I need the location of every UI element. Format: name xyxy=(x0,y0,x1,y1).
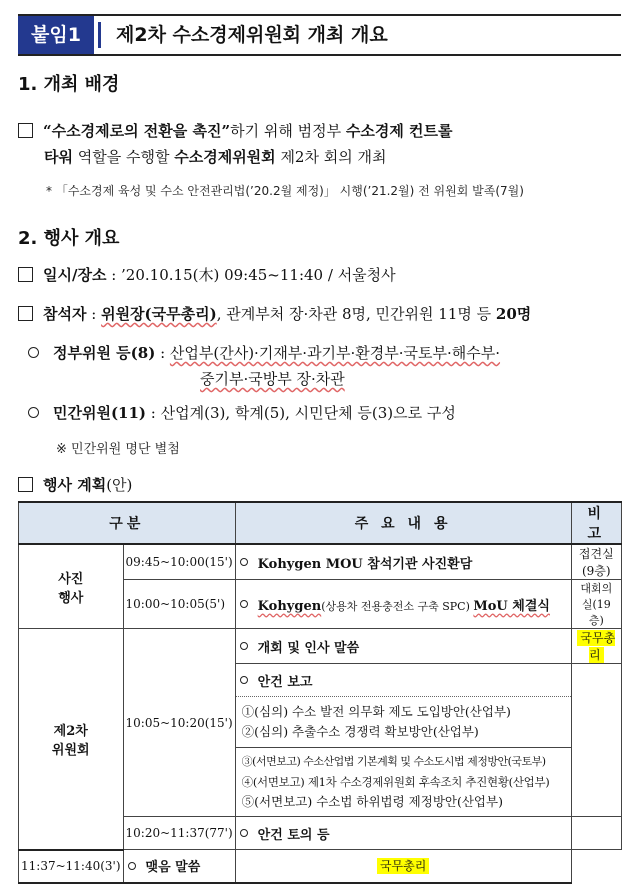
circle-bullet-icon xyxy=(240,642,248,650)
agenda-item-1: ①(심의) 수소 발전 의무화 제도 도입방안(산업부) xyxy=(241,704,511,719)
row-content xyxy=(235,544,571,580)
circle-bullet-icon xyxy=(28,407,39,418)
highlight-note: 국무총리 xyxy=(377,858,429,874)
agenda-item-3: ③(서면보고) 수소산업법 기본계획 및 수소도시법 제정방안(국토부) xyxy=(241,755,546,768)
circle-bullet-icon xyxy=(240,829,248,837)
row-content-text: 맺음 말씀 xyxy=(145,860,201,876)
checkbox-icon xyxy=(18,477,33,492)
background-paragraph xyxy=(18,118,628,170)
header-content: 주 요 내 용 xyxy=(235,502,571,544)
circle-bullet-icon xyxy=(240,676,248,684)
row-content-b: (상용차 전용충전소 구축 SPC) xyxy=(321,599,474,613)
agenda-item-2: ②(심의) 추출수소 경쟁력 확보방안(산업부) xyxy=(241,724,479,739)
row-note xyxy=(235,850,571,883)
agenda-item-5: ⑤(서면보고) 수소법 하위법령 제정방안(산업부) xyxy=(241,794,503,809)
row-content xyxy=(235,629,571,664)
title-separator xyxy=(98,22,101,48)
date-line xyxy=(18,264,396,285)
plan-line xyxy=(18,474,132,495)
row-content-text: 개회 및 인사 말씀 xyxy=(257,640,360,656)
bg-emphasis-4: 수소경제위원회 xyxy=(174,148,276,166)
plan-label: 행사 계획 xyxy=(43,476,107,494)
attendee-chair: 위원장(국무총리) xyxy=(101,305,217,323)
row-content-a: Kohygen xyxy=(257,598,322,614)
attendee-line xyxy=(18,303,531,324)
background-footnote: * 「수소경제 육성 및 수소 안전관리법(’20.2월 제정)」 시행(’21.2월) 전 위원회 발족(7월) xyxy=(46,184,524,198)
bg-text-2: 역할을 수행할 xyxy=(72,148,175,166)
bg-text-1: 하기 위해 범정부 xyxy=(230,122,346,140)
group-photo: 사진 행사 xyxy=(19,544,124,629)
row-time: 10:20~11:37(77') xyxy=(123,817,235,850)
row-note xyxy=(571,629,621,664)
highlight-note: 국무총리 xyxy=(577,630,615,663)
attendee-total: 20명 xyxy=(495,305,532,323)
row-content-text: Kohygen MOU 참석기관 사진환담 xyxy=(257,556,473,572)
circle-bullet-icon xyxy=(240,600,248,608)
plan-suffix: (안) xyxy=(106,476,133,494)
date-label: 일시/장소 xyxy=(43,266,107,284)
attachment-tag: 붙임1 xyxy=(18,16,94,54)
gov-colon: : xyxy=(155,344,170,362)
date-value: : ’20.10.15(木) 09:45~11:40 / 서울청사 xyxy=(106,266,396,284)
civ-value: : 산업계(3), 학계(5), 시민단체 등(3)으로 구성 xyxy=(146,404,456,422)
row-content xyxy=(235,664,571,697)
civ-label: 민간위원(11) xyxy=(53,404,147,422)
circle-bullet-icon xyxy=(240,558,248,566)
row-content-c: MoU 체결식 xyxy=(473,598,550,614)
row-content xyxy=(235,817,571,850)
row-time: 11:37~11:40(3') xyxy=(19,850,124,883)
circle-bullet-icon xyxy=(128,862,136,870)
row-time: 10:05~10:20(15') xyxy=(123,629,235,817)
gov-label: 정부위원 등(8) xyxy=(53,344,156,362)
bg-text-3: 제2차 회의 개최 xyxy=(275,148,387,166)
row-content xyxy=(235,580,571,629)
checkbox-icon xyxy=(18,123,33,138)
table-header-row xyxy=(19,502,622,544)
bg-emphasis-3: 타워 xyxy=(44,148,73,166)
bg-emphasis-1: “수소경제로의 전환을 촉진” xyxy=(43,122,231,140)
agenda-written xyxy=(235,748,571,817)
gov-line-1: 산업부(간사)·기재부·과기부·환경부·국토부·해수부· xyxy=(169,344,501,362)
civ-note: ※ 민간위원 명단 별첨 xyxy=(56,442,180,457)
table-row xyxy=(19,850,622,883)
row-content xyxy=(123,850,235,883)
row-time: 09:45~10:00(15') xyxy=(123,544,235,580)
page-title: 제2차 수소경제위원회 개최 개요 xyxy=(116,24,388,46)
agenda-deliberation xyxy=(235,697,571,748)
row-note xyxy=(571,664,621,817)
bg-emphasis-2: 수소경제 컨트롤 xyxy=(345,122,453,140)
header-note: 비 고 xyxy=(571,502,621,544)
title-bar xyxy=(18,14,621,56)
header-category: 구분 xyxy=(19,502,236,544)
group-committee: 제2차 위원회 xyxy=(19,629,124,850)
civ-members xyxy=(28,402,456,423)
attendee-label: 참석자 xyxy=(43,305,87,323)
attendee-rest: , 관계부처 장·차관 8명, 민간위원 11명 등 xyxy=(216,305,496,323)
row-note: 대회의실(19층) xyxy=(571,580,621,629)
checkbox-icon xyxy=(18,306,33,321)
table-row xyxy=(19,629,622,664)
section2-heading: 2. 행사 개요 xyxy=(18,228,120,249)
circle-bullet-icon xyxy=(28,347,39,358)
attendee-colon: : xyxy=(86,305,102,323)
row-note: 접견실(9층) xyxy=(571,544,621,580)
table-row xyxy=(19,544,622,580)
row-time: 10:00~10:05(5') xyxy=(123,580,235,629)
gov-line-2: 중기부·국방부 장·차관 xyxy=(200,370,345,388)
row-content-text: 안건 보고 xyxy=(257,674,313,690)
section1-heading: 1. 개최 배경 xyxy=(18,74,120,95)
gov-members xyxy=(28,340,500,392)
row-content-text: 안건 토의 등 xyxy=(257,827,330,843)
row-note xyxy=(571,817,621,850)
agenda-item-4: ④(서면보고) 제1차 수소경제위원회 후속조치 추진현황(산업부) xyxy=(241,775,550,789)
checkbox-icon xyxy=(18,267,33,282)
schedule-table xyxy=(18,501,622,884)
